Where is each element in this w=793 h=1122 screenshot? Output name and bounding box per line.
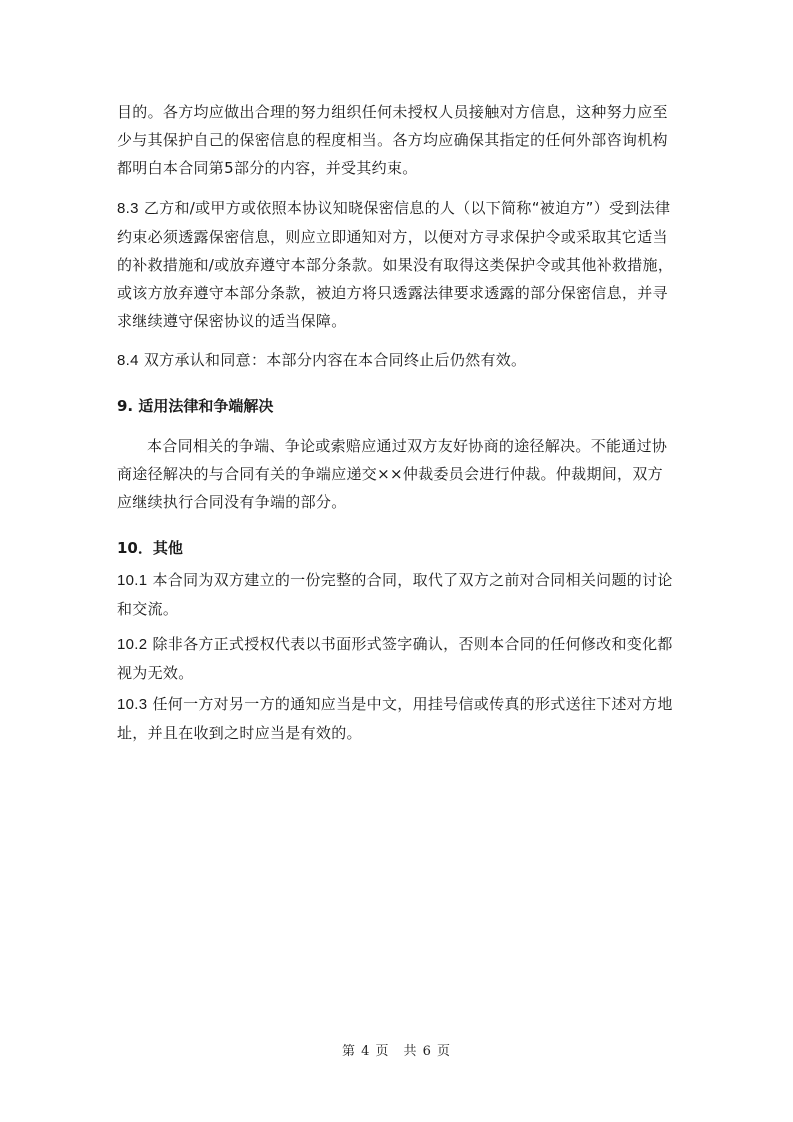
- page-footer: [0, 1040, 793, 1059]
- clause-number: 10.2: [117, 636, 148, 653]
- page-number-label: 第 4 页 共 6 页: [341, 1044, 452, 1059]
- clause-10-3: [117, 690, 677, 747]
- clause-text: 任何一方对另一方的通知应当是中文，用挂号信或传真的形式送往下述对方地址，并且在收到之时应当是有效的。: [117, 695, 673, 742]
- clause-text: 双方承认和同意：本部分内容在本合同终止后仍然有效。: [143, 351, 527, 369]
- clause-number: 10.1: [117, 572, 148, 589]
- clause-number: 8.4: [117, 352, 139, 369]
- clause-number: 8.3: [117, 200, 139, 217]
- section-9-heading: 9. 适用法律和争端解决: [117, 397, 274, 415]
- clause-8-3: [117, 194, 677, 335]
- clause-text: 乙方和/或甲方或依照本协议知晓保密信息的人（以下简称“被迫方”）受到法律约束必须透露保密信息，则应立即通知对方，以便对方寻求保护令或采取其它适当的补救措施和/或放弃遵守本部分条款。如果没有取得这类保护令或其他补救措施，或该方放弃遵守本部分条款，被迫方将只透露法律要求透露的部分保密信息，并寻求继续遵守保密协议的适当保障。: [117, 199, 674, 330]
- clause-8-4: [117, 346, 677, 375]
- clause-number: 10.3: [117, 696, 148, 713]
- paragraph-8-2-continuation: 目的。各方均应做出合理的努力组织任何未授权人员接触对方信息，这种努力应至少与其保护自己的保密信息的程度相当。各方均应确保其指定的任何外部咨询机构都明白本合同第5部分的内容，并受其约束。: [117, 103, 668, 177]
- section-9-paragraph: 本合同相关的争端、争论或索赔应通过双方友好协商的途径解决。不能通过协商途径解决的与合同有关的争端应递交××仲裁委员会进行仲裁。仲裁期间，双方应继续执行合同没有争端的部分。: [117, 437, 668, 511]
- clause-10-1: [117, 566, 677, 623]
- clause-text: 本合同为双方建立的一份完整的合同，取代了双方之前对合同相关问题的讨论和交流。: [117, 571, 673, 618]
- section-10-heading: 10．其他: [117, 539, 183, 557]
- clause-10-2: [117, 630, 677, 687]
- clause-text: 除非各方正式授权代表以书面形式签字确认，否则本合同的任何修改和变化都视为无效。: [117, 635, 673, 682]
